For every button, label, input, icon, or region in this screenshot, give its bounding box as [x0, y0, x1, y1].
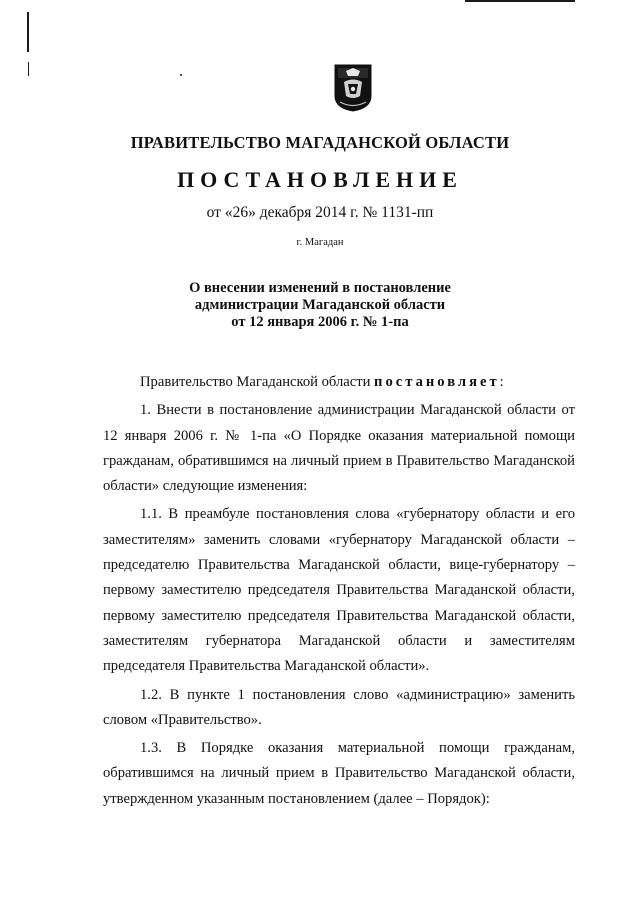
document-body	[103, 370, 575, 812]
clause-1: 1. Внести в постановление администрации Магаданской области от 12 января 2006 г. № 1-па «О Порядке оказания материальной помощи гражданам, обратившимся на личный прием в Правительство Магаданской области» следующие изменения:	[103, 402, 575, 495]
scan-speck	[180, 74, 182, 76]
document-city: г. Магадан	[296, 237, 344, 248]
scan-top-edge-mark	[465, 0, 575, 2]
clause-1-2: 1.2. В пункте 1 постановления слово «администрацию» заменить словом «Правительство».	[103, 686, 575, 728]
intro-tail: :	[499, 374, 504, 390]
clause-1-3: 1.3. В Порядке оказания материальной помощи гражданам, обратившимся на личный прием в Правительство Магаданской области, утвержденном указанным постановлением (далее – Порядок):	[103, 740, 575, 807]
coat-of-arms-emblem	[332, 62, 374, 112]
organization-title: ПРАВИТЕЛЬСТВО МАГАДАНСКОЙ ОБЛАСТИ	[130, 133, 510, 152]
document-type-heading: ПОСТАНОВЛЕНИЕ	[177, 167, 463, 192]
scan-margin-mark	[28, 62, 29, 76]
scan-margin-mark	[27, 12, 29, 52]
document-subject	[0, 280, 640, 331]
subject-line: О внесении изменений в постановление	[189, 280, 451, 296]
document-date-number: от «26» декабря 2014 г. № 1131-пп	[206, 204, 434, 221]
intro-lead: Правительство Магаданской области	[140, 374, 375, 390]
decree-verb: постановляет	[374, 374, 500, 390]
intro-paragraph	[103, 370, 575, 395]
subject-line: от 12 января 2006 г. № 1-па	[231, 314, 409, 330]
clause-1-1: 1.1. В преамбуле постановления слова «губернатору области и его заместителям» заменить словами «губернатору Магаданской области – председателю Правительства Магаданской области, вице-губернатору – первому заместителю председателя Правительства Магаданской области, первому заместителю председателя Правительства Магаданской области, заместителям губернатора Магаданской области и заместителям председателя Правительства Магаданской области».	[103, 506, 575, 675]
subject-line: администрации Магаданской области	[194, 297, 446, 313]
